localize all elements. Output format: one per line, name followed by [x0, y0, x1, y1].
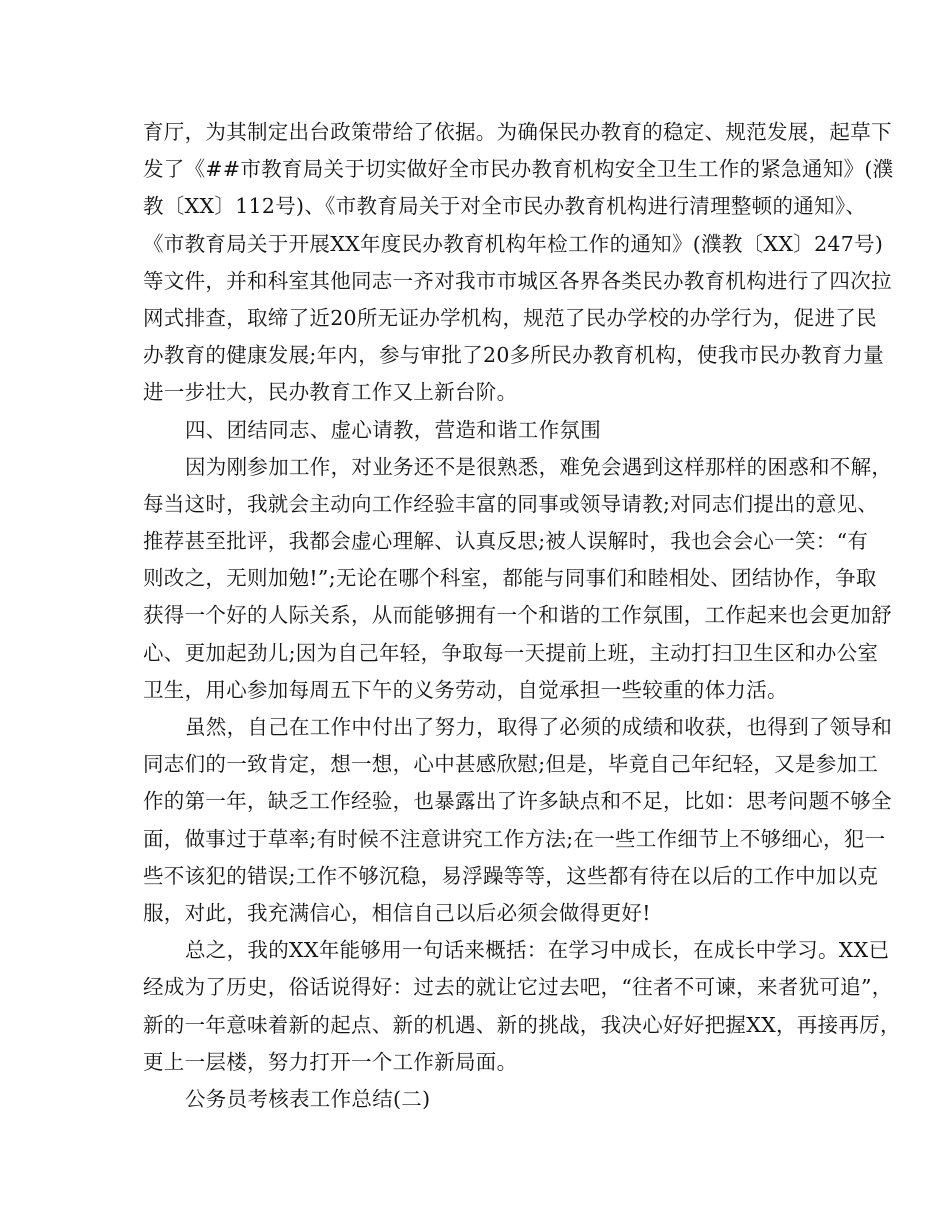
- text-line: 面，做事过于草率;有时候不注意讲究工作方法;在一些工作细节上不够细心，犯一: [143, 826, 886, 851]
- text-line: 总之，我的XX年能够用一句话来概括：在学习中成长，在成长中学习。XX已: [185, 938, 890, 963]
- text-line: 办教育的健康发展;年内，参与审批了20多所民办教育机构，使我市民办教育力量: [143, 343, 885, 368]
- text-line: 进一步壮大，民办教育工作又上新台阶。: [143, 380, 518, 405]
- text-line: 《市教育局关于开展XX年度民办教育机构年检工作的通知》(濮教〔XX〕247号): [143, 231, 884, 256]
- text-line: 经成为了历史，俗话说得好：过去的就让它过去吧，“往者不可谏，来者犹可追”，: [143, 975, 893, 1000]
- text-line: 虽然，自己在工作中付出了努力，取得了必须的成绩和收获，也得到了领导和: [185, 715, 893, 739]
- text-line: 推荐甚至批评，我都会虚心理解、认真反思;被人误解时，我也会会心一笑：“有: [143, 529, 869, 554]
- text-line: 些不该犯的错误;工作不够沉稳，易浮躁等等，这些都有待在以后的工作中加以克: [143, 863, 879, 888]
- text-line: 更上一层楼，努力打开一个工作新局面。: [143, 1049, 518, 1074]
- text-line: 同志们的一致肯定，想一想，心中甚感欣慰;但是，毕竟自己年纪轻，又是参加工: [143, 752, 879, 777]
- text-line: 因为刚参加工作，对业务还不是很熟悉，难免会遇到这样那样的困惑和不解，: [185, 454, 893, 479]
- text-line: 则改之，无则加勉!”;无论在哪个科室，都能与同事们和睦相处、团结协作，争取: [143, 566, 877, 591]
- text-line: 服，对此，我充满信心，相信自己以后必须会做得更好!: [143, 900, 651, 925]
- section-heading: 四、团结同志、虚心请教，营造和谐工作氛围: [185, 417, 601, 442]
- text-line: 育厅，为其制定出台政策带给了依据。为确保民办教育的稳定、规范发展，起草下: [143, 120, 892, 144]
- document-page: [143, 114, 901, 1118]
- text-line: 心、更加起劲儿;因为自己年轻，争取每一天提前上班，主动打扫卫生区和办公室: [143, 640, 879, 665]
- text-line: 教〔XX〕112号)、《市教育局关于对全市民办教育机构进行清理整顿的通知》、: [143, 194, 867, 219]
- text-line: 获得一个好的人际关系，从而能够拥有一个和谐的工作氛围，工作起来也会更加舒: [143, 603, 892, 628]
- text-line: 等文件，并和科室其他同志一齐对我市市城区各界各类民办教育机构进行了四次拉: [143, 268, 892, 293]
- text-line: 卫生，用心参加每周五下午的义务劳动，自觉承担一些较重的体力活。: [143, 677, 788, 702]
- text-line: 每当这时，我就会主动向工作经验丰富的同事或领导请教;对同志们提出的意见、: [143, 491, 879, 516]
- text-line: 新的一年意味着新的起点、新的机遇、新的挑战，我决心好好把握XX，再接再厉，: [143, 1012, 901, 1037]
- section-title: 公务员考核表工作总结(二): [185, 1086, 431, 1111]
- text-line: 网式排查，取缔了近20所无证办学机构，规范了民办学校的办学行为，促进了民: [143, 305, 877, 330]
- text-line: 作的第一年，缺乏工作经验，也暴露出了许多缺点和不足，比如：思考问题不够全: [143, 789, 892, 814]
- text-line: 发了《##市教育局关于切实做好全市民办教育机构安全卫生工作的紧急通知》(濮: [143, 157, 894, 182]
